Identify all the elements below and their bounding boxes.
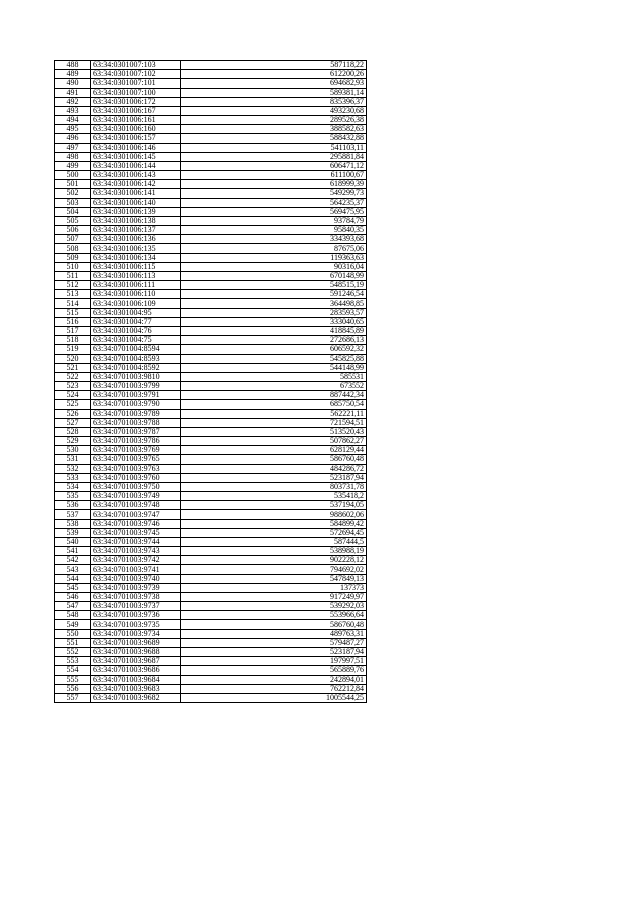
table-row (55, 336, 367, 345)
table-row (55, 684, 367, 693)
cadastral-number-cell: 63:34:0301006:138 (91, 216, 181, 225)
table-row (55, 70, 367, 79)
table-row (55, 629, 367, 638)
row-number-cell: 552 (55, 648, 91, 657)
table-row (55, 317, 367, 326)
cadastral-number-cell: 63:34:0301007:102 (91, 70, 181, 79)
row-number-cell: 520 (55, 354, 91, 363)
cadastral-value-cell: 87675,06 (181, 244, 367, 253)
cadastral-number-cell: 63:34:0301006:111 (91, 281, 181, 290)
cadastral-value-cell: 803731,78 (181, 482, 367, 491)
cadastral-value-cell: 295881,84 (181, 152, 367, 161)
cadastral-value-cell: 917249,97 (181, 592, 367, 601)
cadastral-number-cell: 63:34:0701003:9790 (91, 400, 181, 409)
table-row (55, 400, 367, 409)
row-number-cell: 526 (55, 409, 91, 418)
cadastral-number-cell: 63:34:0701003:9789 (91, 409, 181, 418)
row-number-cell: 549 (55, 620, 91, 629)
row-number-cell: 499 (55, 161, 91, 170)
row-number-cell: 547 (55, 602, 91, 611)
cadastral-value-cell: 902228,12 (181, 556, 367, 565)
table-row (55, 189, 367, 198)
cadastral-number-cell: 63:34:0301006:110 (91, 290, 181, 299)
table-row (55, 675, 367, 684)
table-row (55, 510, 367, 519)
row-number-cell: 508 (55, 244, 91, 253)
cadastral-value-cell: 242894,01 (181, 675, 367, 684)
table-row (55, 482, 367, 491)
cadastral-value-cell: 586760,48 (181, 620, 367, 629)
table-row (55, 638, 367, 647)
cadastral-value-cell: 588432,88 (181, 134, 367, 143)
table-row (55, 611, 367, 620)
cadastral-value-cell: 388582,63 (181, 125, 367, 134)
table-row (55, 418, 367, 427)
cadastral-number-cell: 63:34:0701003:9737 (91, 602, 181, 611)
row-number-cell: 529 (55, 437, 91, 446)
cadastral-value-cell: 93784,79 (181, 216, 367, 225)
row-number-cell: 556 (55, 684, 91, 693)
cadastral-value-cell: 541103,11 (181, 143, 367, 152)
row-number-cell: 531 (55, 455, 91, 464)
cadastral-value-cell: 612200,26 (181, 70, 367, 79)
cadastral-value-cell: 538988,19 (181, 547, 367, 556)
cadastral-number-cell: 63:34:0701003:9687 (91, 657, 181, 666)
cadastral-number-cell: 63:34:0301007:101 (91, 79, 181, 88)
cadastral-number-cell: 63:34:0301006:172 (91, 97, 181, 106)
cadastral-value-cell: 535418,2 (181, 492, 367, 501)
row-number-cell: 530 (55, 446, 91, 455)
cadastral-number-cell: 63:34:0701003:9799 (91, 382, 181, 391)
row-number-cell: 506 (55, 226, 91, 235)
table-row (55, 409, 367, 418)
table-row (55, 437, 367, 446)
cadastral-number-cell: 63:34:0701003:9683 (91, 684, 181, 693)
cadastral-value-cell: 553966,64 (181, 611, 367, 620)
table-row (55, 198, 367, 207)
cadastral-number-cell: 63:34:0701004:8594 (91, 345, 181, 354)
cadastral-value-cell: 334393,68 (181, 235, 367, 244)
row-number-cell: 521 (55, 363, 91, 372)
table-row (55, 271, 367, 280)
cadastral-number-cell: 63:34:0301006:161 (91, 116, 181, 125)
row-number-cell: 540 (55, 537, 91, 546)
row-number-cell: 534 (55, 482, 91, 491)
cadastral-value-cell: 513520,43 (181, 427, 367, 436)
cadastral-value-cell: 539292,03 (181, 602, 367, 611)
row-number-cell: 525 (55, 400, 91, 409)
cadastral-value-cell: 611100,67 (181, 171, 367, 180)
table-row (55, 372, 367, 381)
table-row (55, 143, 367, 152)
cadastral-number-cell: 63:34:0301006:144 (91, 161, 181, 170)
table-row (55, 180, 367, 189)
row-number-cell: 489 (55, 70, 91, 79)
row-number-cell: 501 (55, 180, 91, 189)
row-number-cell: 539 (55, 528, 91, 537)
row-number-cell: 533 (55, 473, 91, 482)
table-row (55, 464, 367, 473)
row-number-cell: 490 (55, 79, 91, 88)
cadastral-number-cell: 63:34:0301006:141 (91, 189, 181, 198)
row-number-cell: 505 (55, 216, 91, 225)
cadastral-number-cell: 63:34:0701003:9746 (91, 519, 181, 528)
row-number-cell: 523 (55, 382, 91, 391)
table-row (55, 216, 367, 225)
cadastral-number-cell: 63:34:0301006:140 (91, 198, 181, 207)
table-row (55, 308, 367, 317)
cadastral-value-cell: 418845,89 (181, 326, 367, 335)
cadastral-number-cell: 63:34:0701003:9735 (91, 620, 181, 629)
cadastral-number-cell: 63:34:0301006:146 (91, 143, 181, 152)
table-row (55, 657, 367, 666)
cadastral-value-cell: 493230,68 (181, 106, 367, 115)
cadastral-value-cell: 137373 (181, 583, 367, 592)
row-number-cell: 541 (55, 547, 91, 556)
cadastral-value-cell: 547849,13 (181, 574, 367, 583)
cadastral-number-cell: 63:34:0701003:9684 (91, 675, 181, 684)
cadastral-number-cell: 63:34:0301006:160 (91, 125, 181, 134)
table-row (55, 583, 367, 592)
cadastral-value-cell: 484286,72 (181, 464, 367, 473)
cadastral-number-cell: 63:34:0301004:76 (91, 326, 181, 335)
row-number-cell: 538 (55, 519, 91, 528)
table-row (55, 290, 367, 299)
row-number-cell: 551 (55, 638, 91, 647)
cadastral-number-cell: 63:34:0701003:9740 (91, 574, 181, 583)
cadastral-number-cell: 63:34:0701003:9734 (91, 629, 181, 638)
cadastral-number-cell: 63:34:0301006:157 (91, 134, 181, 143)
row-number-cell: 494 (55, 116, 91, 125)
row-number-cell: 498 (55, 152, 91, 161)
row-number-cell: 504 (55, 207, 91, 216)
table-row (55, 492, 367, 501)
cadastral-number-cell: 63:34:0701003:9748 (91, 501, 181, 510)
table-body (55, 61, 367, 703)
table-row (55, 88, 367, 97)
row-number-cell: 537 (55, 510, 91, 519)
row-number-cell: 532 (55, 464, 91, 473)
cadastral-number-cell: 63:34:0701003:9745 (91, 528, 181, 537)
table-row (55, 152, 367, 161)
table-row (55, 519, 367, 528)
cadastral-value-cell: 272686,13 (181, 336, 367, 345)
cadastral-number-cell: 63:34:0301006:142 (91, 180, 181, 189)
cadastral-number-cell: 63:34:0701003:9763 (91, 464, 181, 473)
row-number-cell: 557 (55, 693, 91, 702)
row-number-cell: 527 (55, 418, 91, 427)
cadastral-number-cell: 63:34:0701003:9689 (91, 638, 181, 647)
cadastral-number-cell: 63:34:0301006:109 (91, 299, 181, 308)
cadastral-value-cell: 887442,34 (181, 391, 367, 400)
table-row (55, 620, 367, 629)
table-row (55, 207, 367, 216)
row-number-cell: 516 (55, 317, 91, 326)
row-number-cell: 528 (55, 427, 91, 436)
row-number-cell: 513 (55, 290, 91, 299)
cadastral-number-cell: 63:34:0301006:134 (91, 253, 181, 262)
cadastral-value-cell: 565889,76 (181, 666, 367, 675)
cadastral-value-cell: 584899,42 (181, 519, 367, 528)
table-row (55, 391, 367, 400)
table-row (55, 262, 367, 271)
cadastral-number-cell: 63:34:0301006:113 (91, 271, 181, 280)
table-row (55, 326, 367, 335)
cadastral-value-table (54, 60, 367, 703)
table-row (55, 354, 367, 363)
table-row (55, 528, 367, 537)
cadastral-number-cell: 63:34:0701003:9786 (91, 437, 181, 446)
row-number-cell: 488 (55, 61, 91, 70)
row-number-cell: 515 (55, 308, 91, 317)
cadastral-value-cell: 579487,27 (181, 638, 367, 647)
row-number-cell: 546 (55, 592, 91, 601)
table-row (55, 226, 367, 235)
cadastral-value-cell: 523187,94 (181, 648, 367, 657)
cadastral-value-cell: 586760,48 (181, 455, 367, 464)
table-row (55, 244, 367, 253)
cadastral-number-cell: 63:34:0701003:9810 (91, 372, 181, 381)
cadastral-value-cell: 548515,19 (181, 281, 367, 290)
row-number-cell: 522 (55, 372, 91, 381)
cadastral-value-cell: 606592,32 (181, 345, 367, 354)
row-number-cell: 548 (55, 611, 91, 620)
table-row (55, 574, 367, 583)
cadastral-number-cell: 63:34:0701003:9787 (91, 427, 181, 436)
table-row (55, 253, 367, 262)
cadastral-number-cell: 63:34:0701003:9742 (91, 556, 181, 565)
cadastral-value-cell: 569475,95 (181, 207, 367, 216)
cadastral-number-cell: 63:34:0701003:9791 (91, 391, 181, 400)
cadastral-value-cell: 762212,84 (181, 684, 367, 693)
row-number-cell: 518 (55, 336, 91, 345)
cadastral-number-cell: 63:34:0701003:9788 (91, 418, 181, 427)
table-row (55, 648, 367, 657)
row-number-cell: 553 (55, 657, 91, 666)
cadastral-number-cell: 63:34:0301007:100 (91, 88, 181, 97)
table-row (55, 537, 367, 546)
cadastral-value-cell: 95840,35 (181, 226, 367, 235)
table-row (55, 693, 367, 702)
cadastral-value-cell: 606471,12 (181, 161, 367, 170)
row-number-cell: 511 (55, 271, 91, 280)
cadastral-value-cell: 794692,02 (181, 565, 367, 574)
table-row (55, 134, 367, 143)
cadastral-number-cell: 63:34:0701003:9686 (91, 666, 181, 675)
table-row (55, 299, 367, 308)
row-number-cell: 536 (55, 501, 91, 510)
row-number-cell: 493 (55, 106, 91, 115)
row-number-cell: 500 (55, 171, 91, 180)
row-number-cell: 519 (55, 345, 91, 354)
cadastral-value-cell: 721594,51 (181, 418, 367, 427)
cadastral-number-cell: 63:34:0701003:9747 (91, 510, 181, 519)
table-row (55, 455, 367, 464)
cadastral-number-cell: 63:34:0701003:9682 (91, 693, 181, 702)
cadastral-value-cell: 1005544,25 (181, 693, 367, 702)
cadastral-number-cell: 63:34:0701003:9743 (91, 547, 181, 556)
cadastral-value-cell: 537194,05 (181, 501, 367, 510)
cadastral-value-cell: 562221,11 (181, 409, 367, 418)
row-number-cell: 492 (55, 97, 91, 106)
cadastral-value-cell: 685750,54 (181, 400, 367, 409)
cadastral-value-cell: 587118,22 (181, 61, 367, 70)
cadastral-value-cell: 289526,38 (181, 116, 367, 125)
cadastral-value-cell: 549299,73 (181, 189, 367, 198)
row-number-cell: 542 (55, 556, 91, 565)
table-row (55, 345, 367, 354)
cadastral-number-cell: 63:34:0301004:77 (91, 317, 181, 326)
cadastral-value-cell: 364498,85 (181, 299, 367, 308)
cadastral-value-cell: 507862,27 (181, 437, 367, 446)
cadastral-value-cell: 523187,94 (181, 473, 367, 482)
row-number-cell: 495 (55, 125, 91, 134)
row-number-cell: 554 (55, 666, 91, 675)
cadastral-number-cell: 63:34:0301004:75 (91, 336, 181, 345)
cadastral-value-cell: 988602,06 (181, 510, 367, 519)
table-row (55, 547, 367, 556)
cadastral-number-cell: 63:34:0701004:8592 (91, 363, 181, 372)
cadastral-value-cell: 572694,45 (181, 528, 367, 537)
cadastral-number-cell: 63:34:0301006:139 (91, 207, 181, 216)
cadastral-number-cell: 63:34:0301006:143 (91, 171, 181, 180)
cadastral-value-cell: 585531 (181, 372, 367, 381)
cadastral-number-cell: 63:34:0701003:9738 (91, 592, 181, 601)
cadastral-value-cell: 618999,39 (181, 180, 367, 189)
cadastral-value-cell: 589381,14 (181, 88, 367, 97)
cadastral-value-cell: 489763,31 (181, 629, 367, 638)
table-row (55, 161, 367, 170)
cadastral-value-cell: 673552 (181, 382, 367, 391)
cadastral-value-cell: 333040,65 (181, 317, 367, 326)
table-row (55, 61, 367, 70)
row-number-cell: 507 (55, 235, 91, 244)
table-row (55, 171, 367, 180)
row-number-cell: 543 (55, 565, 91, 574)
row-number-cell: 509 (55, 253, 91, 262)
cadastral-number-cell: 63:34:0701003:9736 (91, 611, 181, 620)
row-number-cell: 545 (55, 583, 91, 592)
table-row (55, 125, 367, 134)
table-row (55, 281, 367, 290)
row-number-cell: 503 (55, 198, 91, 207)
row-number-cell: 496 (55, 134, 91, 143)
row-number-cell: 491 (55, 88, 91, 97)
table-row (55, 501, 367, 510)
cadastral-number-cell: 63:34:0701003:9739 (91, 583, 181, 592)
cadastral-number-cell: 63:34:0701004:8593 (91, 354, 181, 363)
table-row (55, 565, 367, 574)
cadastral-number-cell: 63:34:0301006:135 (91, 244, 181, 253)
row-number-cell: 555 (55, 675, 91, 684)
cadastral-number-cell: 63:34:0301004:95 (91, 308, 181, 317)
cadastral-number-cell: 63:34:0301006:115 (91, 262, 181, 271)
cadastral-value-cell: 197997,51 (181, 657, 367, 666)
table-row (55, 556, 367, 565)
cadastral-number-cell: 63:34:0301007:103 (91, 61, 181, 70)
row-number-cell: 524 (55, 391, 91, 400)
cadastral-value-cell: 90316,04 (181, 262, 367, 271)
row-number-cell: 517 (55, 326, 91, 335)
cadastral-number-cell: 63:34:0301006:145 (91, 152, 181, 161)
cadastral-number-cell: 63:34:0701003:9760 (91, 473, 181, 482)
row-number-cell: 535 (55, 492, 91, 501)
cadastral-number-cell: 63:34:0701003:9750 (91, 482, 181, 491)
row-number-cell: 502 (55, 189, 91, 198)
cadastral-value-cell: 587444,5 (181, 537, 367, 546)
table-row (55, 235, 367, 244)
table-row (55, 106, 367, 115)
cadastral-value-cell: 564235,37 (181, 198, 367, 207)
row-number-cell: 497 (55, 143, 91, 152)
cadastral-number-cell: 63:34:0301006:137 (91, 226, 181, 235)
cadastral-number-cell: 63:34:0701003:9769 (91, 446, 181, 455)
table-row (55, 592, 367, 601)
table-row (55, 116, 367, 125)
row-number-cell: 514 (55, 299, 91, 308)
table-row (55, 97, 367, 106)
row-number-cell: 512 (55, 281, 91, 290)
cadastral-number-cell: 63:34:0701003:9741 (91, 565, 181, 574)
cadastral-value-cell: 591246,54 (181, 290, 367, 299)
row-number-cell: 550 (55, 629, 91, 638)
cadastral-value-cell: 628129,44 (181, 446, 367, 455)
cadastral-value-cell: 835396,37 (181, 97, 367, 106)
cadastral-value-cell: 544148,99 (181, 363, 367, 372)
cadastral-value-cell: 545825,88 (181, 354, 367, 363)
cadastral-value-cell: 119363,63 (181, 253, 367, 262)
table-row (55, 602, 367, 611)
table-row (55, 79, 367, 88)
cadastral-number-cell: 63:34:0301006:136 (91, 235, 181, 244)
table-row (55, 473, 367, 482)
table-row (55, 446, 367, 455)
cadastral-number-cell: 63:34:0701003:9688 (91, 648, 181, 657)
cadastral-value-cell: 670148,99 (181, 271, 367, 280)
cadastral-number-cell: 63:34:0701003:9749 (91, 492, 181, 501)
cadastral-value-cell: 283593,57 (181, 308, 367, 317)
cadastral-number-cell: 63:34:0701003:9744 (91, 537, 181, 546)
table-row (55, 427, 367, 436)
cadastral-number-cell: 63:34:0701003:9765 (91, 455, 181, 464)
cadastral-value-cell: 694682,93 (181, 79, 367, 88)
table-row (55, 382, 367, 391)
cadastral-number-cell: 63:34:0301006:167 (91, 106, 181, 115)
table-row (55, 363, 367, 372)
row-number-cell: 544 (55, 574, 91, 583)
table-row (55, 666, 367, 675)
row-number-cell: 510 (55, 262, 91, 271)
